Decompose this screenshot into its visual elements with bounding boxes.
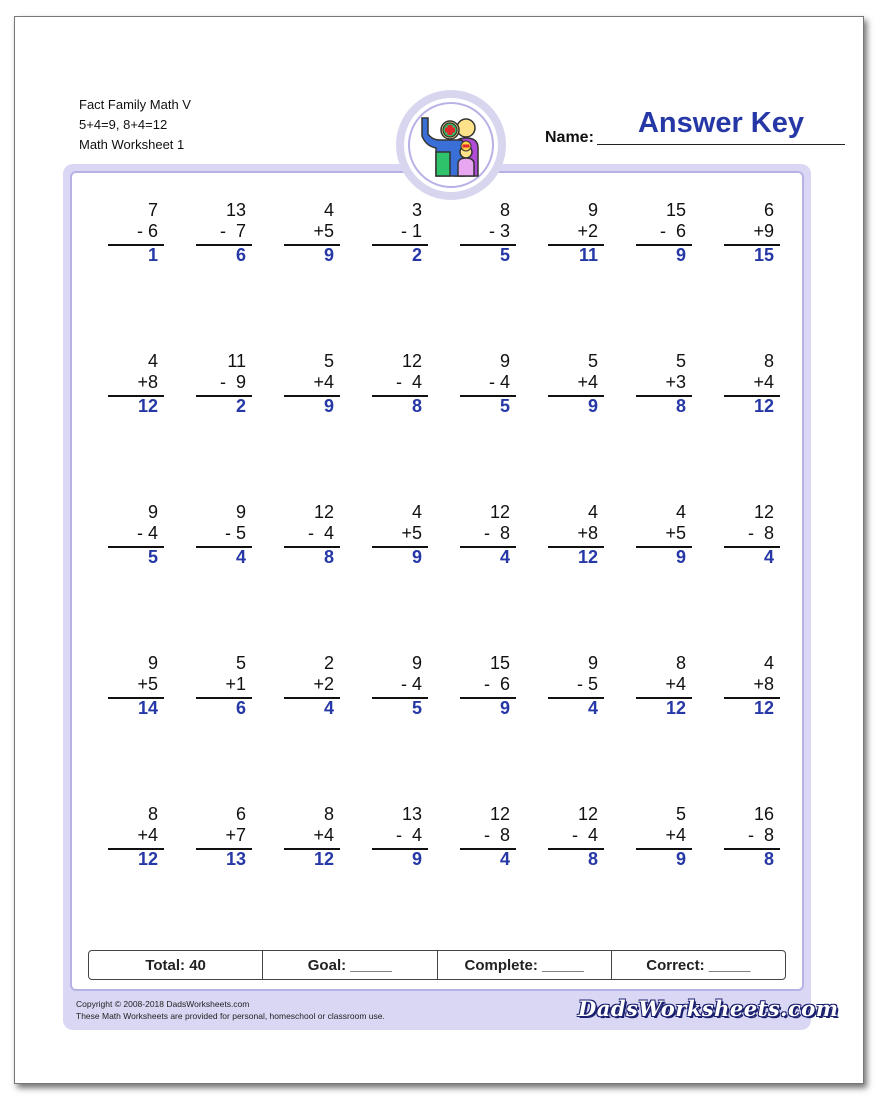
problem-answer: 14 xyxy=(137,698,158,718)
problem-operation: +8 xyxy=(753,674,774,694)
copyright-line: Copyright © 2008-2018 DadsWorksheets.com xyxy=(76,999,250,1009)
problem-answer: 11 xyxy=(578,245,598,265)
problem-operation: +4 xyxy=(313,372,334,392)
name-row xyxy=(545,107,845,147)
problem-answer: 5 xyxy=(499,396,510,416)
problem-top-number: 15 xyxy=(665,200,686,220)
problem-top-number: 4 xyxy=(323,200,334,220)
problem-operation: - 4 xyxy=(307,523,334,543)
problem-answer: 2 xyxy=(235,396,246,416)
problem-top-number: 8 xyxy=(499,200,510,220)
problem-top-number: 12 xyxy=(489,502,510,522)
problem-top-number: 12 xyxy=(313,502,334,522)
problem-top-number: 4 xyxy=(763,653,774,673)
problem-answer: 9 xyxy=(675,547,686,567)
problem-answer: 8 xyxy=(675,396,686,416)
problem-answer: 2 xyxy=(411,245,422,265)
math-problem xyxy=(284,351,340,417)
problem-top-number: 7 xyxy=(147,200,158,220)
math-problem xyxy=(284,200,340,266)
problem-top-number: 8 xyxy=(763,351,774,371)
problem-operation: - 6 xyxy=(659,221,686,241)
math-problem xyxy=(724,351,780,417)
problem-top-number: 6 xyxy=(235,804,246,824)
problem-top-number: 5 xyxy=(587,351,598,371)
problem-top-number: 9 xyxy=(147,653,158,673)
problem-answer: 4 xyxy=(499,849,510,869)
problem-operation: +2 xyxy=(313,674,334,694)
problem-operation: +4 xyxy=(753,372,774,392)
problem-operation: - 4 xyxy=(571,825,598,845)
problem-operation: - 1 xyxy=(400,221,422,241)
problem-operation: - 7 xyxy=(219,221,246,241)
math-problem xyxy=(636,200,692,266)
math-problem xyxy=(196,351,252,417)
problem-operation: +1 xyxy=(225,674,246,694)
problem-answer: 12 xyxy=(137,396,158,416)
problem-top-number: 5 xyxy=(675,351,686,371)
problem-answer: 6 xyxy=(235,245,246,265)
problem-operation: - 6 xyxy=(136,221,158,241)
problem-top-number: 12 xyxy=(401,351,422,371)
problem-top-number: 12 xyxy=(577,804,598,824)
math-problem xyxy=(372,351,428,417)
problem-operation: +3 xyxy=(665,372,686,392)
problem-operation: - 8 xyxy=(747,523,774,543)
math-problem xyxy=(372,200,428,266)
problem-operation: +5 xyxy=(401,523,422,543)
problems-area xyxy=(70,171,804,991)
brand-logo[interactable]: DadsWorksheets.com xyxy=(578,996,839,1021)
score-complete[interactable]: Complete: _____ xyxy=(437,951,611,979)
problem-answer: 13 xyxy=(225,849,246,869)
problem-operation: +5 xyxy=(137,674,158,694)
math-problem xyxy=(636,804,692,870)
math-problem xyxy=(372,502,428,568)
worksheet-title: Fact Family Math V xyxy=(79,97,191,112)
problem-top-number: 4 xyxy=(675,502,686,522)
worksheet-header-info xyxy=(79,95,191,155)
math-problem xyxy=(548,351,604,417)
math-problem xyxy=(724,804,780,870)
problem-answer: 12 xyxy=(577,547,598,567)
problem-operation: - 4 xyxy=(136,523,158,543)
problem-answer: 4 xyxy=(323,698,334,718)
math-problem xyxy=(196,653,252,719)
math-problem xyxy=(372,804,428,870)
problem-top-number: 5 xyxy=(323,351,334,371)
problem-top-number: 3 xyxy=(411,200,422,220)
problem-operation: +7 xyxy=(225,825,246,845)
problem-answer: 9 xyxy=(587,396,598,416)
problem-operation: - 4 xyxy=(395,372,422,392)
problem-operation: - 3 xyxy=(488,221,510,241)
math-problem xyxy=(724,200,780,266)
problem-answer: 9 xyxy=(323,396,334,416)
problem-top-number: 8 xyxy=(323,804,334,824)
problem-answer: 8 xyxy=(763,849,774,869)
problem-top-number: 5 xyxy=(235,653,246,673)
problem-top-number: 11 xyxy=(227,351,246,371)
problem-answer: 4 xyxy=(587,698,598,718)
problem-operation: +5 xyxy=(665,523,686,543)
problem-top-number: 4 xyxy=(587,502,598,522)
problem-answer: 8 xyxy=(587,849,598,869)
name-line[interactable] xyxy=(597,144,845,145)
math-problem xyxy=(284,804,340,870)
problem-answer: 4 xyxy=(763,547,774,567)
math-problem xyxy=(196,502,252,568)
problem-top-number: 9 xyxy=(587,200,598,220)
math-problem xyxy=(196,200,252,266)
problem-operation: - 4 xyxy=(395,825,422,845)
problem-answer: 12 xyxy=(665,698,686,718)
worksheet-subtitle: 5+4=9, 8+4=12 xyxy=(79,117,168,132)
problem-operation: - 8 xyxy=(747,825,774,845)
math-problem xyxy=(460,200,516,266)
problem-answer: 12 xyxy=(753,698,774,718)
problem-top-number: 12 xyxy=(753,502,774,522)
problem-answer: 9 xyxy=(411,547,422,567)
math-problem xyxy=(548,653,604,719)
math-problem xyxy=(284,502,340,568)
problem-answer: 5 xyxy=(411,698,422,718)
problem-answer: 9 xyxy=(411,849,422,869)
problem-answer: 12 xyxy=(137,849,158,869)
problem-operation: - 8 xyxy=(483,825,510,845)
problem-top-number: 6 xyxy=(763,200,774,220)
problem-top-number: 9 xyxy=(499,351,510,371)
problem-top-number: 15 xyxy=(489,653,510,673)
problems-frame xyxy=(63,164,811,1030)
family-icon xyxy=(414,108,488,182)
problem-top-number: 9 xyxy=(235,502,246,522)
problem-operation: +4 xyxy=(665,825,686,845)
name-label: Name: xyxy=(545,129,594,146)
problem-operation: +4 xyxy=(313,825,334,845)
problem-answer: 9 xyxy=(675,849,686,869)
problem-answer: 12 xyxy=(753,396,774,416)
math-problem xyxy=(724,653,780,719)
math-problem xyxy=(460,351,516,417)
problem-operation: +4 xyxy=(137,825,158,845)
problem-answer: 5 xyxy=(147,547,158,567)
score-goal[interactable]: Goal: _____ xyxy=(262,951,436,979)
problem-top-number: 4 xyxy=(147,351,158,371)
problem-operation: - 9 xyxy=(219,372,246,392)
score-bar xyxy=(88,950,786,980)
math-problem xyxy=(460,804,516,870)
problem-operation: +8 xyxy=(577,523,598,543)
problem-operation: +5 xyxy=(313,221,334,241)
math-problem xyxy=(108,200,164,266)
copyright-notice xyxy=(76,998,385,1022)
problem-answer: 1 xyxy=(147,245,158,265)
math-problem xyxy=(108,804,164,870)
problem-top-number: 8 xyxy=(147,804,158,824)
problem-operation: - 4 xyxy=(400,674,422,694)
usage-notice: These Math Worksheets are provided for personal, homeschool or classroom use. xyxy=(76,1011,385,1021)
math-problem xyxy=(636,653,692,719)
problem-answer: 4 xyxy=(235,547,246,567)
problem-top-number: 13 xyxy=(225,200,246,220)
problem-answer: 9 xyxy=(675,245,686,265)
worksheet-number: Math Worksheet 1 xyxy=(79,137,185,152)
score-correct[interactable]: Correct: _____ xyxy=(611,951,785,979)
problem-operation: +8 xyxy=(137,372,158,392)
problem-operation: +4 xyxy=(665,674,686,694)
problem-top-number: 9 xyxy=(147,502,158,522)
problem-top-number: 12 xyxy=(489,804,510,824)
problem-operation: - 6 xyxy=(483,674,510,694)
problem-answer: 9 xyxy=(499,698,510,718)
math-problem xyxy=(196,804,252,870)
problem-operation: - 8 xyxy=(483,523,510,543)
problem-operation: - 5 xyxy=(224,523,246,543)
math-problem xyxy=(724,502,780,568)
problem-answer: 15 xyxy=(753,245,774,265)
problem-top-number: 16 xyxy=(753,804,774,824)
math-problem xyxy=(372,653,428,719)
math-problem xyxy=(636,351,692,417)
score-total: Total: 40 xyxy=(145,956,206,974)
math-problem xyxy=(548,502,604,568)
math-problem xyxy=(460,502,516,568)
problem-answer: 8 xyxy=(323,547,334,567)
math-problem xyxy=(636,502,692,568)
math-problem xyxy=(108,351,164,417)
problem-top-number: 5 xyxy=(675,804,686,824)
math-problem xyxy=(108,502,164,568)
math-problem xyxy=(548,804,604,870)
problem-answer: 9 xyxy=(323,245,334,265)
problem-top-number: 9 xyxy=(587,653,598,673)
problem-top-number: 2 xyxy=(323,653,334,673)
math-problem xyxy=(460,653,516,719)
problem-answer: 5 xyxy=(499,245,510,265)
math-problem xyxy=(284,653,340,719)
problem-answer: 8 xyxy=(411,396,422,416)
problem-operation: +9 xyxy=(753,221,774,241)
problem-answer: 12 xyxy=(313,849,334,869)
problem-operation: - 5 xyxy=(576,674,598,694)
problem-answer: 6 xyxy=(235,698,246,718)
problem-top-number: 9 xyxy=(411,653,422,673)
problem-operation: +2 xyxy=(577,221,598,241)
problem-operation: +4 xyxy=(577,372,598,392)
math-problem xyxy=(108,653,164,719)
problem-top-number: 4 xyxy=(411,502,422,522)
fact-family-logo-icon xyxy=(396,90,506,200)
answer-key-title: Answer Key xyxy=(637,107,804,139)
problem-operation: - 4 xyxy=(488,372,510,392)
math-problem xyxy=(548,200,604,266)
problem-answer: 4 xyxy=(499,547,510,567)
problem-top-number: 8 xyxy=(675,653,686,673)
problem-top-number: 13 xyxy=(401,804,422,824)
